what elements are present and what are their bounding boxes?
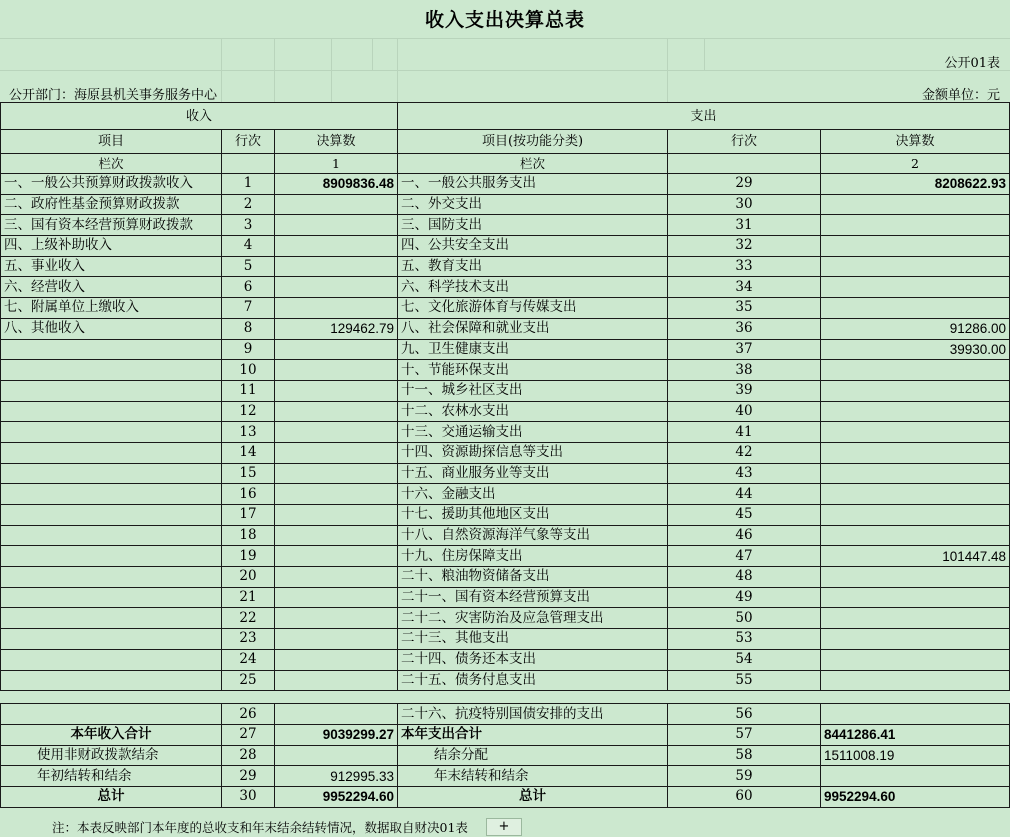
grid-line xyxy=(0,70,1010,71)
grid-line xyxy=(704,38,705,70)
empty-cell xyxy=(222,691,275,704)
income-amount-cell[interactable] xyxy=(275,194,398,215)
income-item-header[interactable]: 项目 xyxy=(1,130,222,154)
table-row xyxy=(1,505,1010,526)
income-rowno-cell[interactable]: 23 xyxy=(222,629,275,650)
income-rowno-header[interactable]: 行次 xyxy=(222,130,275,154)
income-amount-cell[interactable] xyxy=(275,422,398,443)
income-amount-cell[interactable] xyxy=(275,608,398,629)
expense-rowno-cell[interactable]: 31 xyxy=(668,215,821,236)
income-item-cell[interactable] xyxy=(1,704,222,725)
income-rowno-cell[interactable]: 27 xyxy=(222,724,275,745)
income-item-cell[interactable]: 总计 xyxy=(1,786,222,807)
form-number: 公开01表 xyxy=(944,56,1000,71)
grid-line xyxy=(667,38,668,102)
expense-rowno-cell[interactable]: 30 xyxy=(668,194,821,215)
empty-cell xyxy=(275,691,398,704)
expense-amount-cell[interactable] xyxy=(821,256,1010,277)
expense-rowno-cell[interactable]: 59 xyxy=(668,766,821,787)
expense-item-cell[interactable]: 年末结转和结余 xyxy=(398,766,668,787)
expense-item-cell[interactable]: 十八、自然资源海洋气象等支出 xyxy=(398,525,668,546)
table-row xyxy=(1,629,1010,650)
income-amount-cell[interactable] xyxy=(275,525,398,546)
table-row xyxy=(1,401,1010,422)
income-rowno-cell[interactable]: 10 xyxy=(222,360,275,381)
income-rowno-cell[interactable]: 12 xyxy=(222,401,275,422)
expense-amount-cell[interactable] xyxy=(821,567,1010,588)
expense-header[interactable]: 支出 xyxy=(398,103,1010,130)
expense-item-header[interactable]: 项目(按功能分类) xyxy=(398,130,668,154)
income-amount-cell[interactable]: 129462.79 xyxy=(275,318,398,339)
table-row xyxy=(1,786,1010,807)
income-amount-cell[interactable] xyxy=(275,629,398,650)
income-item-cell[interactable]: 三、国有资本经营预算财政拨款 xyxy=(1,215,222,236)
expense-amount-cell[interactable] xyxy=(821,215,1010,236)
expense-amount-cell[interactable] xyxy=(821,587,1010,608)
income-item-cell[interactable]: 一、一般公共预算财政拨款收入 xyxy=(1,174,222,195)
expense-item-cell[interactable]: 二十二、灾害防治及应急管理支出 xyxy=(398,608,668,629)
table-row xyxy=(1,608,1010,629)
table-row xyxy=(1,339,1010,360)
expense-amount-cell[interactable] xyxy=(821,380,1010,401)
income-item-cell[interactable]: 六、经营收入 xyxy=(1,277,222,298)
income-rowno-cell[interactable]: 9 xyxy=(222,339,275,360)
expense-amount-cell[interactable] xyxy=(821,608,1010,629)
department-label: 公开部门：海原县机关事务服务中心 xyxy=(9,88,218,103)
expense-amount-cell[interactable] xyxy=(821,766,1010,787)
income-item-cell[interactable] xyxy=(1,339,222,360)
expense-rowno-cell[interactable]: 46 xyxy=(668,525,821,546)
expense-item-cell[interactable]: 结余分配 xyxy=(398,745,668,766)
income-rowno-cell[interactable]: 19 xyxy=(222,546,275,567)
income-amount-cell[interactable]: 912995.33 xyxy=(275,766,398,787)
grid-line xyxy=(331,38,332,102)
expense-amount-cell[interactable] xyxy=(821,360,1010,381)
expense-amount-cell[interactable] xyxy=(821,401,1010,422)
expense-rowno-cell[interactable]: 44 xyxy=(668,484,821,505)
table-row xyxy=(1,724,1010,745)
income-amount-cell[interactable] xyxy=(275,236,398,257)
income-header[interactable]: 收入 xyxy=(1,103,398,130)
expense-amount-cell[interactable] xyxy=(821,629,1010,650)
income-amount-cell[interactable] xyxy=(275,298,398,319)
expense-item-cell[interactable]: 一、一般公共服务支出 xyxy=(398,174,668,195)
column-index-row xyxy=(1,154,1010,174)
table-row xyxy=(1,256,1010,277)
income-rowno-cell[interactable]: 26 xyxy=(222,704,275,725)
expense-rowno-cell[interactable]: 56 xyxy=(668,704,821,725)
income-item-cell[interactable]: 五、事业收入 xyxy=(1,256,222,277)
expense-rowno-cell[interactable]: 40 xyxy=(668,401,821,422)
expense-amount-cell[interactable] xyxy=(821,277,1010,298)
expense-item-cell[interactable]: 二十一、国有资本经营预算支出 xyxy=(398,587,668,608)
expense-rowno-cell[interactable]: 34 xyxy=(668,277,821,298)
expense-item-cell[interactable]: 二十六、抗疫特别国债安排的支出 xyxy=(398,704,668,725)
expense-amount-cell[interactable]: 1511008.19 xyxy=(821,745,1010,766)
income-rowno-cell[interactable]: 29 xyxy=(222,766,275,787)
section-header-row xyxy=(1,103,1010,130)
expense-amount-cell[interactable] xyxy=(821,505,1010,526)
budget-table xyxy=(0,102,1010,808)
income-rowno-cell[interactable]: 18 xyxy=(222,525,275,546)
table-row xyxy=(1,215,1010,236)
income-rowno-cell[interactable]: 25 xyxy=(222,670,275,691)
income-amount-cell[interactable] xyxy=(275,463,398,484)
income-amount-cell[interactable] xyxy=(275,484,398,505)
expense-rowno-cell[interactable]: 48 xyxy=(668,567,821,588)
table-row xyxy=(1,174,1010,195)
expense-item-cell[interactable]: 四、公共安全支出 xyxy=(398,236,668,257)
income-item-cell[interactable] xyxy=(1,505,222,526)
empty-cell xyxy=(668,691,821,704)
income-amount-cell[interactable] xyxy=(275,215,398,236)
income-rowno-cell[interactable]: 22 xyxy=(222,608,275,629)
expense-item-cell[interactable]: 十一、城乡社区支出 xyxy=(398,380,668,401)
expense-rowno-cell[interactable]: 32 xyxy=(668,236,821,257)
income-amount-cell[interactable] xyxy=(275,339,398,360)
income-amount-cell[interactable] xyxy=(275,442,398,463)
expense-amount-cell[interactable] xyxy=(821,422,1010,443)
income-item-cell[interactable] xyxy=(1,629,222,650)
table-row xyxy=(1,766,1010,787)
row-separator xyxy=(1,691,1010,704)
expense-item-cell[interactable]: 十九、住房保障支出 xyxy=(398,546,668,567)
income-amount-cell[interactable] xyxy=(275,567,398,588)
table-row xyxy=(1,442,1010,463)
expense-rowno-cell[interactable]: 35 xyxy=(668,298,821,319)
expense-item-cell[interactable]: 十五、商业服务业等支出 xyxy=(398,463,668,484)
income-amount-cell[interactable] xyxy=(275,649,398,670)
income-item-cell[interactable] xyxy=(1,608,222,629)
income-amount-cell[interactable] xyxy=(275,670,398,691)
income-item-cell[interactable] xyxy=(1,380,222,401)
table-row xyxy=(1,567,1010,588)
table-row xyxy=(1,194,1010,215)
grid-line xyxy=(397,38,398,102)
income-amount-cell[interactable] xyxy=(275,256,398,277)
expense-rowno-cell[interactable]: 55 xyxy=(668,670,821,691)
grid-line xyxy=(274,38,275,102)
income-col-index[interactable]: 1 xyxy=(275,154,398,174)
income-amount-cell[interactable] xyxy=(275,380,398,401)
expense-rowno-cell[interactable]: 45 xyxy=(668,505,821,526)
income-item-cell[interactable] xyxy=(1,587,222,608)
income-amount-cell[interactable]: 8909836.48 xyxy=(275,174,398,195)
income-item-cell[interactable]: 本年收入合计 xyxy=(1,724,222,745)
table-row xyxy=(1,670,1010,691)
expense-rowno-header[interactable]: 行次 xyxy=(668,130,821,154)
expense-item-cell[interactable]: 二十三、其他支出 xyxy=(398,629,668,650)
income-rowno-cell[interactable]: 8 xyxy=(222,318,275,339)
income-amount-cell[interactable] xyxy=(275,401,398,422)
income-item-cell[interactable]: 年初结转和结余 xyxy=(1,766,222,787)
expense-rowno-cell[interactable]: 41 xyxy=(668,422,821,443)
expense-rowno-cell[interactable]: 57 xyxy=(668,724,821,745)
income-item-cell[interactable] xyxy=(1,360,222,381)
expense-amount-cell[interactable] xyxy=(821,649,1010,670)
income-item-cell[interactable]: 二、政府性基金预算财政拨款 xyxy=(1,194,222,215)
income-item-cell[interactable] xyxy=(1,422,222,443)
expense-item-cell[interactable]: 十六、金融支出 xyxy=(398,484,668,505)
income-amount-cell[interactable]: 9952294.60 xyxy=(275,786,398,807)
expense-rowno-cell[interactable]: 47 xyxy=(668,546,821,567)
table-row xyxy=(1,380,1010,401)
expense-amount-cell[interactable] xyxy=(821,704,1010,725)
expense-rowno-cell[interactable]: 43 xyxy=(668,463,821,484)
expense-rowno-cell[interactable]: 42 xyxy=(668,442,821,463)
table-row xyxy=(1,298,1010,319)
empty-cell xyxy=(1,691,222,704)
expense-rowno-cell[interactable]: 60 xyxy=(668,786,821,807)
table-row xyxy=(1,236,1010,257)
income-rowno-cell[interactable]: 3 xyxy=(222,215,275,236)
income-rowno-cell[interactable]: 7 xyxy=(222,298,275,319)
income-rowno-cell[interactable]: 30 xyxy=(222,786,275,807)
empty-cell xyxy=(821,691,1010,704)
income-item-cell[interactable] xyxy=(1,463,222,484)
expense-amount-cell[interactable] xyxy=(821,442,1010,463)
expense-item-cell[interactable]: 总计 xyxy=(398,786,668,807)
income-item-cell[interactable] xyxy=(1,649,222,670)
income-amount-cell[interactable] xyxy=(275,360,398,381)
expense-item-cell[interactable]: 五、教育支出 xyxy=(398,256,668,277)
expense-amount-cell[interactable] xyxy=(821,525,1010,546)
expense-amount-cell[interactable] xyxy=(821,236,1010,257)
income-amount-cell[interactable]: 9039299.27 xyxy=(275,724,398,745)
grid-line xyxy=(0,38,1010,39)
income-amount-cell[interactable] xyxy=(275,546,398,567)
table-row xyxy=(1,360,1010,381)
expense-col-label[interactable]: 栏次 xyxy=(398,154,668,174)
expense-rowno-cell[interactable]: 36 xyxy=(668,318,821,339)
column-header-row xyxy=(1,130,1010,154)
expense-rowno-cell[interactable]: 37 xyxy=(668,339,821,360)
table-row xyxy=(1,318,1010,339)
expense-amount-cell[interactable]: 39930.00 xyxy=(821,339,1010,360)
table-row xyxy=(1,649,1010,670)
expense-amount-cell[interactable]: 101447.48 xyxy=(821,546,1010,567)
expense-item-cell[interactable]: 二、外交支出 xyxy=(398,194,668,215)
income-rowno-cell[interactable]: 21 xyxy=(222,587,275,608)
table-row xyxy=(1,277,1010,298)
expense-item-cell[interactable]: 本年支出合计 xyxy=(398,724,668,745)
income-rowno-cell[interactable]: 5 xyxy=(222,256,275,277)
expense-rowno-cell[interactable]: 53 xyxy=(668,629,821,650)
expense-item-cell[interactable]: 二十、粮油物资储备支出 xyxy=(398,567,668,588)
income-amount-cell[interactable] xyxy=(275,505,398,526)
expense-rowno-cell[interactable]: 58 xyxy=(668,745,821,766)
expense-amount-cell[interactable] xyxy=(821,194,1010,215)
income-item-cell[interactable]: 四、上级补助收入 xyxy=(1,236,222,257)
empty-cell[interactable] xyxy=(222,154,275,174)
table-row xyxy=(1,525,1010,546)
income-item-cell[interactable] xyxy=(1,442,222,463)
table-row xyxy=(1,587,1010,608)
table-row xyxy=(1,463,1010,484)
income-amount-cell[interactable] xyxy=(275,745,398,766)
income-item-cell[interactable] xyxy=(1,670,222,691)
footnote: 注：本表反映部门本年度的总收支和年末结余结转情况，数据取自财决01表 xyxy=(52,820,468,835)
expense-rowno-cell[interactable]: 39 xyxy=(668,380,821,401)
income-rowno-cell[interactable]: 1 xyxy=(222,174,275,195)
sheet-title: 收入支出决算总表 xyxy=(424,9,585,31)
expense-item-cell[interactable]: 三、国防支出 xyxy=(398,215,668,236)
income-item-cell[interactable] xyxy=(1,546,222,567)
expense-item-cell[interactable]: 十七、援助其他地区支出 xyxy=(398,505,668,526)
income-rowno-cell[interactable]: 15 xyxy=(222,463,275,484)
expense-amount-cell[interactable]: 8441286.41 xyxy=(821,724,1010,745)
income-rowno-cell[interactable]: 24 xyxy=(222,649,275,670)
table-row xyxy=(1,422,1010,443)
expense-rowno-cell[interactable]: 38 xyxy=(668,360,821,381)
income-item-cell[interactable]: 八、其他收入 xyxy=(1,318,222,339)
table-row xyxy=(1,484,1010,505)
income-rowno-cell[interactable]: 6 xyxy=(222,277,275,298)
income-rowno-cell[interactable]: 16 xyxy=(222,484,275,505)
expense-item-cell[interactable]: 二十四、债务还本支出 xyxy=(398,649,668,670)
income-rowno-cell[interactable]: 20 xyxy=(222,567,275,588)
income-rowno-cell[interactable]: 4 xyxy=(222,236,275,257)
income-rowno-cell[interactable]: 17 xyxy=(222,505,275,526)
add-sheet-button[interactable]: + xyxy=(486,818,522,836)
income-rowno-cell[interactable]: 11 xyxy=(222,380,275,401)
income-amount-header[interactable]: 决算数 xyxy=(275,130,398,154)
income-rowno-cell[interactable]: 28 xyxy=(222,745,275,766)
expense-item-cell[interactable]: 六、科学技术支出 xyxy=(398,277,668,298)
expense-item-cell[interactable]: 十、节能环保支出 xyxy=(398,360,668,381)
expense-amount-cell[interactable]: 8208622.93 xyxy=(821,174,1010,195)
income-amount-cell[interactable] xyxy=(275,587,398,608)
income-item-cell[interactable] xyxy=(1,401,222,422)
expense-amount-cell[interactable] xyxy=(821,484,1010,505)
grid-line xyxy=(372,38,373,70)
income-col-label[interactable]: 栏次 xyxy=(1,154,222,174)
expense-item-cell[interactable]: 十二、农林水支出 xyxy=(398,401,668,422)
table-row xyxy=(1,704,1010,725)
expense-rowno-cell[interactable]: 54 xyxy=(668,649,821,670)
expense-item-cell[interactable]: 十三、交通运输支出 xyxy=(398,422,668,443)
expense-amount-cell[interactable]: 91286.00 xyxy=(821,318,1010,339)
table-row xyxy=(1,745,1010,766)
expense-amount-header[interactable]: 决算数 xyxy=(821,130,1010,154)
income-amount-cell[interactable] xyxy=(275,277,398,298)
income-rowno-cell[interactable]: 14 xyxy=(222,442,275,463)
empty-cell[interactable] xyxy=(668,154,821,174)
expense-item-cell[interactable]: 九、卫生健康支出 xyxy=(398,339,668,360)
income-amount-cell[interactable] xyxy=(275,704,398,725)
expense-rowno-cell[interactable]: 49 xyxy=(668,587,821,608)
income-item-cell[interactable] xyxy=(1,484,222,505)
income-rowno-cell[interactable]: 2 xyxy=(222,194,275,215)
table-row xyxy=(1,546,1010,567)
income-item-cell[interactable]: 七、附属单位上缴收入 xyxy=(1,298,222,319)
empty-cell xyxy=(398,691,668,704)
expense-item-cell[interactable]: 十四、资源勘探信息等支出 xyxy=(398,442,668,463)
expense-amount-cell[interactable] xyxy=(821,670,1010,691)
expense-item-cell[interactable]: 八、社会保障和就业支出 xyxy=(398,318,668,339)
amount-unit-label: 金额单位：元 xyxy=(921,88,1000,103)
income-item-cell[interactable] xyxy=(1,525,222,546)
expense-col-index[interactable]: 2 xyxy=(821,154,1010,174)
expense-rowno-cell[interactable]: 50 xyxy=(668,608,821,629)
expense-amount-cell[interactable]: 9952294.60 xyxy=(821,786,1010,807)
expense-item-cell[interactable]: 七、文化旅游体育与传媒支出 xyxy=(398,298,668,319)
expense-amount-cell[interactable] xyxy=(821,298,1010,319)
income-item-cell[interactable]: 使用非财政拨款结余 xyxy=(1,745,222,766)
grid-line xyxy=(221,38,222,102)
expense-amount-cell[interactable] xyxy=(821,463,1010,484)
income-item-cell[interactable] xyxy=(1,567,222,588)
income-rowno-cell[interactable]: 13 xyxy=(222,422,275,443)
expense-rowno-cell[interactable]: 29 xyxy=(668,174,821,195)
expense-item-cell[interactable]: 二十五、债务付息支出 xyxy=(398,670,668,691)
expense-rowno-cell[interactable]: 33 xyxy=(668,256,821,277)
